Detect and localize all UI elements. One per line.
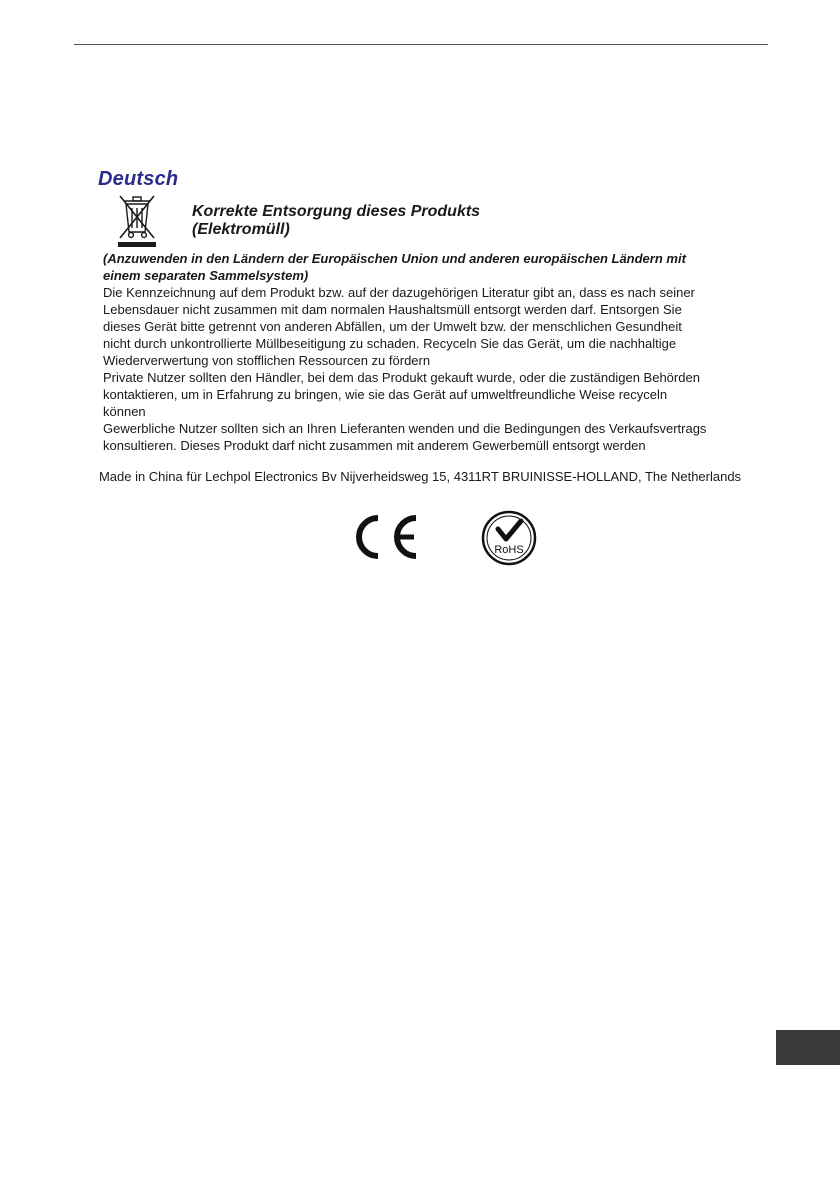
rohs-label: RoHS (494, 544, 524, 556)
scope-line-1: (Anzuwenden in den Ländern der Europäischen Union und anderen europäischen Ländern mit (103, 251, 686, 266)
section-side-tab (776, 1030, 840, 1065)
disposal-title-line-1: Korrekte Entsorgung dieses Produkts (192, 203, 481, 220)
body-line: Wiederverwertung von stofflichen Ressourcen zu fördern (103, 353, 431, 368)
body-line: nicht durch unkontrollierte Müllbeseitigung zu schaden. Recyceln Sie das Gerät, um die nachhaltige (103, 336, 677, 351)
body-line: Die Kennzeichnung auf dem Produkt bzw. auf der dazugehörigen Literatur gibt an, dass es nach seiner (103, 285, 695, 300)
header-rule (74, 44, 768, 45)
body-line: konsultieren. Dieses Produkt darf nicht zusammen mit anderem Gewerbemüll entsorgt werden (103, 438, 646, 453)
body-line: kontaktieren, um in Erfahrung zu bringen, wie sie das Gerät auf umweltfreundliche Weise recyceln (103, 387, 668, 402)
disposal-title-line-2: (Elektromüll) (192, 221, 290, 238)
body-line: dieses Gerät bitte getrennt von anderen Abfällen, um der Umwelt bzw. der menschlichen Gesundheit (103, 319, 682, 334)
disposal-body (103, 250, 783, 454)
language-heading: Deutsch (98, 168, 179, 190)
scope-line-2: einem separaten Sammelsystem) (103, 268, 309, 283)
body-line: Gewerbliche Nutzer sollten sich an Ihren Lieferanten wenden und die Bedingungen des Verkaufsvertrags (103, 421, 707, 436)
crossed-out-wheelie-bin-icon (114, 192, 160, 248)
ce-mark-icon (348, 512, 420, 562)
made-in-statement: Made in China für Lechpol Electronics Bv Nijverheidsweg 15, 4311RT BRUINISSE-HOLLAND, The Netherlands (98, 469, 742, 484)
rohs-icon (480, 509, 538, 567)
disposal-title (192, 203, 480, 239)
body-line: können (103, 404, 146, 419)
body-line: Lebensdauer nicht zusammen mit dam normalen Haushaltsmüll entsorgt werden darf. Entsorgen Sie (103, 302, 682, 317)
body-line: Private Nutzer sollten den Händler, bei dem das Produkt gekauft wurde, oder die zuständigen Behörden (103, 370, 700, 385)
